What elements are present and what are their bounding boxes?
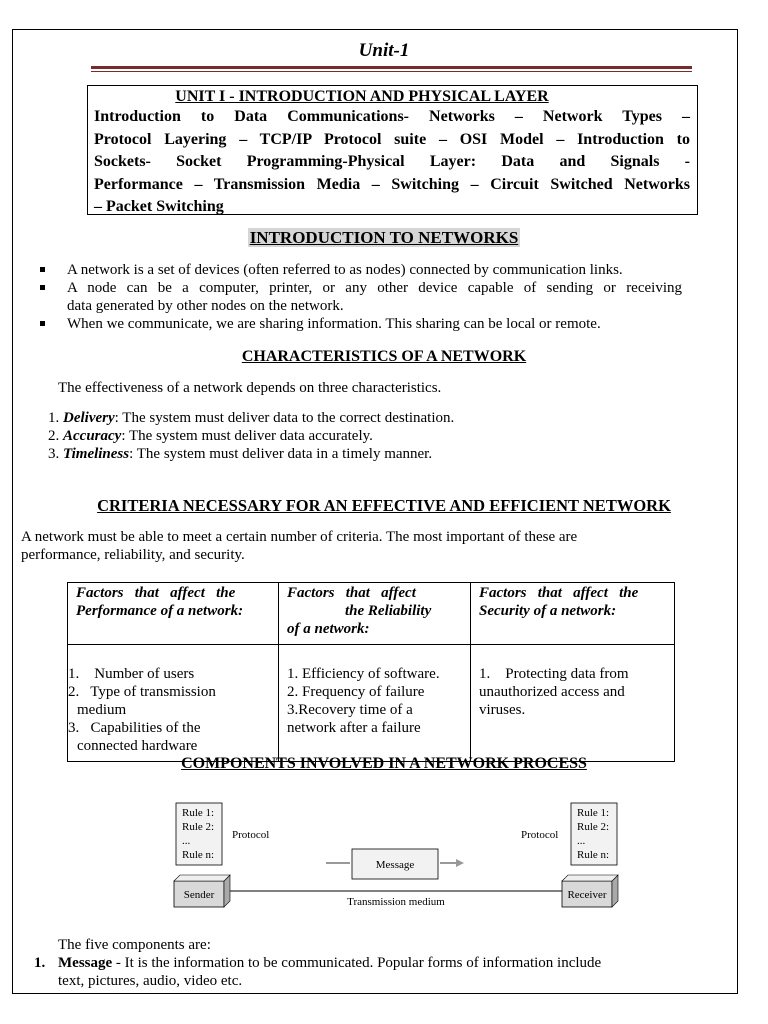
list-item: [40, 315, 760, 333]
rule-label: Rule n:: [182, 849, 215, 861]
unit-syllabus-box: [87, 85, 698, 215]
syllabus-line: – Packet Switching: [94, 198, 224, 215]
syllabus-line: Protocol Layering – TCP/IP Protocol suite – OSI Model – Introduction to: [94, 130, 690, 148]
intro-heading-text: INTRODUCTION TO NETWORKS: [249, 228, 519, 247]
component-item-message: [34, 954, 694, 990]
cell-line: unauthorized access and: [479, 684, 625, 700]
bullet-square-icon: [40, 285, 45, 290]
cell-line: connected hardware: [77, 738, 198, 754]
item-text: : The system must deliver data in a timely manner.: [129, 446, 433, 462]
syllabus-line: Performance – Transmission Media – Switching – Circuit Switched Networks: [94, 175, 690, 193]
item-text: : The system must deliver data to the correct destination.: [114, 410, 455, 426]
item-term: Message: [58, 955, 113, 971]
criteria-intro-line: performance, reliability, and security.: [21, 547, 245, 563]
cell-line: 3.Recovery time of a: [287, 702, 413, 718]
item-number: 3.: [48, 446, 60, 462]
table-cell: [279, 645, 471, 762]
list-item: [48, 427, 454, 445]
header-line: Performance of a network:: [76, 603, 244, 619]
criteria-table: [67, 582, 675, 762]
syllabus-line: Sockets- Socket Programming-Physical Layer: Data and Signals -: [94, 153, 690, 170]
cell-line: network after a failure: [287, 720, 421, 736]
bullet-text: A node can be a computer, printer, or any other device capable of sending or receiving: [67, 280, 682, 296]
header-line: Security of a network:: [479, 603, 617, 619]
criteria-heading: CRITERIA NECESSARY FOR AN EFFECTIVE AND EFFICIENT NETWORK: [97, 496, 671, 515]
table-row: [68, 583, 675, 645]
syllabus-line: Introduction to Data Communications- Networks – Network Types –: [94, 108, 690, 125]
table-row: [68, 645, 675, 762]
characteristics-intro: The effectiveness of a network depends on three characteristics.: [58, 380, 442, 396]
criteria-intro: [21, 528, 577, 564]
rule-label: ...: [577, 835, 586, 847]
receiver-label: Receiver: [567, 889, 607, 901]
header-line: Factors that affect the: [479, 585, 639, 601]
cell-line: 2. Type of transmission: [68, 684, 216, 700]
unit-title: Unit-1: [358, 40, 410, 61]
bullet-square-icon: [40, 321, 45, 326]
table-cell: [68, 645, 279, 762]
rule-label: Rule 1:: [577, 807, 610, 819]
list-item: [40, 279, 760, 315]
sender-box-top: [174, 875, 230, 881]
network-components-diagram: [160, 795, 640, 915]
item-term: Timeliness: [63, 446, 130, 462]
cell-line: medium: [77, 702, 127, 718]
protocol-label-right: Protocol: [521, 829, 559, 841]
unit-syllabus-text: [94, 106, 690, 219]
list-item: [48, 445, 454, 463]
transmission-medium-label: Transmission medium: [347, 896, 445, 908]
unit-heading: UNIT I - INTRODUCTION AND PHYSICAL LAYER: [175, 88, 549, 105]
components-heading: COMPONENTS INVOLVED IN A NETWORK PROCESS: [181, 755, 587, 772]
cell-line: 2. Frequency of failure: [287, 684, 425, 700]
rule-label: Rule 2:: [577, 821, 610, 833]
cell-line: 1. Efficiency of software.: [287, 666, 440, 682]
bullet-text: When we communicate, we are sharing information. This sharing can be local or remote.: [67, 316, 601, 332]
cell-line: 3. Capabilities of the: [68, 720, 201, 736]
bullet-text: A network is a set of devices (often referred to as nodes) connected by communication links.: [67, 262, 623, 278]
title-rule-thin: [91, 71, 692, 72]
header-line: Factors that affect the: [76, 585, 236, 601]
item-text: : The system must deliver data accurately.: [121, 428, 373, 444]
item-term: Delivery: [63, 410, 115, 426]
receiver-box-top: [562, 875, 618, 881]
message-label: Message: [375, 859, 415, 871]
characteristics-list: [48, 409, 454, 463]
intro-bullet-list: [40, 261, 760, 333]
bullet-text: data generated by other nodes on the network.: [67, 298, 344, 314]
item-text: - It is the information to be communicated. Popular forms of information include: [112, 955, 602, 971]
rule-label: ...: [182, 835, 191, 847]
title-rule-thick: [91, 66, 692, 69]
table-header-cell: [68, 583, 279, 645]
item-number: 1.: [48, 410, 60, 426]
table-header-cell: [471, 583, 675, 645]
protocol-label-left: Protocol: [232, 829, 270, 841]
item-text: text, pictures, audio, video etc.: [58, 973, 243, 989]
rule-label: Rule 2:: [182, 821, 215, 833]
sender-label: Sender: [183, 889, 215, 901]
cell-line: 1. Number of users: [68, 666, 195, 682]
arrow-right-icon: [456, 859, 464, 867]
five-components-intro: The five components are:: [58, 937, 211, 953]
rule-label: Rule n:: [577, 849, 610, 861]
rule-label: Rule 1:: [182, 807, 215, 819]
header-line: Factors that affect: [287, 585, 416, 601]
criteria-intro-line: A network must be able to meet a certain number of criteria. The most important of these are: [21, 529, 578, 545]
list-item: [40, 261, 760, 279]
table-header-cell: [279, 583, 471, 645]
header-line: the Reliability: [345, 603, 432, 619]
table-cell: [471, 645, 675, 762]
intro-heading: [0, 228, 768, 248]
item-number: 2.: [48, 428, 60, 444]
characteristics-heading: CHARACTERISTICS OF A NETWORK: [241, 348, 527, 365]
cell-line: 1. Protecting data from: [479, 666, 629, 682]
bullet-square-icon: [40, 267, 45, 272]
item-term: Accuracy: [63, 428, 122, 444]
list-item: [48, 409, 454, 427]
header-line: of a network:: [287, 621, 370, 637]
cell-line: viruses.: [479, 702, 526, 718]
item-number: 1.: [34, 955, 46, 971]
